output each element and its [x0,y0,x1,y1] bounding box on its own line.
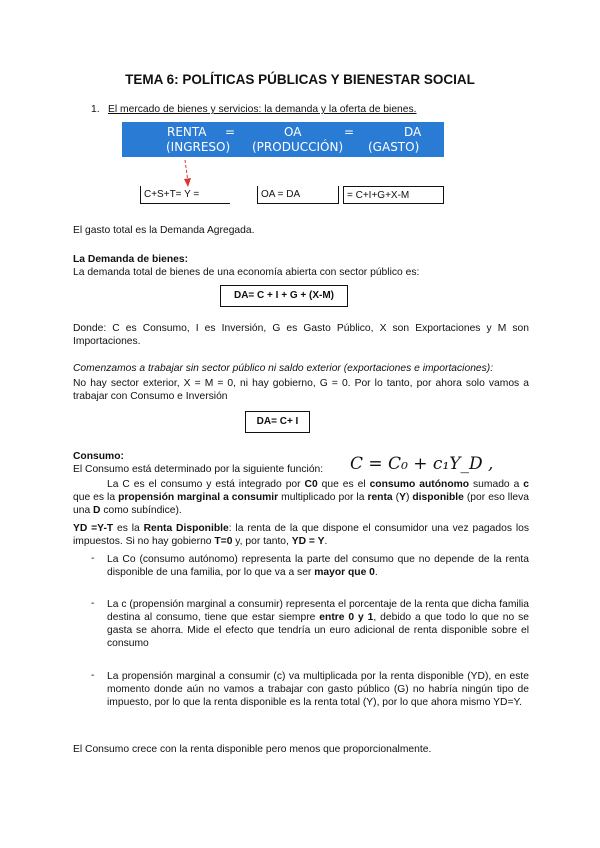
bullet-dash-1: - [91,553,95,564]
demanda-intro: La demanda total de bienes de una economía abierta con sector público es: [73,267,420,278]
income-identity-banner [122,122,444,157]
banner-eq1: = [225,125,236,139]
formula-da-simple: DA= C+ I [245,411,310,433]
donde-text: Donde: C es Consumo, I es Inversión, G es Gasto Público, X son Exportaciones y M son Importaciones. [73,323,529,347]
bullet-2: La c (propensión marginal a consumir) representa el porcentaje de la renta que dicha familia destina al consumo, tiene que estar siempre entre 0 y 1, debido a que todo lo que no se gasta se ahorra. Mide el efecto que tendría un euro adicional de renta disponible sobre el consumo [107,599,529,649]
banner-eq2: = [344,125,355,139]
bullet-1: La Co (consumo autónomo) representa la parte del consumo que no depende de la renta disponible de una familia, por lo que va a ser mayor que 0. [107,554,529,578]
box-cigxm: = C+I+G+X-M [343,186,444,204]
section-number: 1. [91,104,100,115]
consumo-heading: Consumo: [73,451,124,462]
box-csty: C+S+T= Y = [140,186,230,204]
consumo-paragraph-1: La C es el consumo y está integrado por C0 que es el consumo autónomo sumado a c que es la propensión marginal a consumir multiplicado por la renta (Y) disponible (por eso lleva una D como subíndice). [73,479,530,516]
banner-oa: OA [284,125,302,139]
demanda-heading: La Demanda de bienes: [73,254,189,265]
bullet-dash-3: - [91,670,95,681]
italic-note: Comenzamos a trabajar sin sector público ni saldo exterior (exportaciones e importaciones): [73,363,494,374]
consumo-intro: El Consumo está determinado por la siguiente función: [73,464,324,475]
consumption-function: C = C₀ + c₁Y_D , [350,454,494,474]
banner-produccion: (PRODUCCIÓN) [252,140,344,154]
banner-gasto: (GASTO) [368,140,420,154]
bullet-dash-2: - [91,598,95,609]
closing-text: El Consumo crece con la renta disponible pero menos que proporcionalmente. [73,744,432,755]
gasto-total-text: El gasto total es la Demanda Agregada. [73,225,255,236]
section-heading: El mercado de bienes y servicios: la demanda y la oferta de bienes. [108,104,417,115]
formula-da-full: DA= C + I + G + (X-M) [220,285,348,307]
page-title: TEMA 6: POLÍTICAS PÚBLICAS Y BIENESTAR SOCIAL [125,72,475,87]
banner-da: DA [404,125,422,139]
box-oada: OA = DA [257,186,339,204]
dashed-arrow [180,159,194,189]
consumo-paragraph-2: YD =Y-T es la Renta Disponible: la renta de la que dispone el consumidor una vez pagados los impuestos. Si no hay gobierno T=0 y, por tanto, YD = Y. [73,523,529,547]
banner-ingreso: (INGRESO) [166,140,231,154]
bullet-3: La propensión marginal a consumir (c) va multiplicada por la renta disponible (YD), en este momento donde aún no vamos a trabajar con gasto público (G) no habría ningún tipo de impuesto, por lo que la renta disponible es la renta total (Y), por lo que ahora mismo YD=Y. [107,671,529,708]
no-sector-text: No hay sector exterior, X = M = 0, ni hay gobierno, G = 0. Por lo tanto, por ahora solo vamos a trabajar con Consumo e Inversión [73,378,529,402]
banner-renta: RENTA [167,125,207,139]
